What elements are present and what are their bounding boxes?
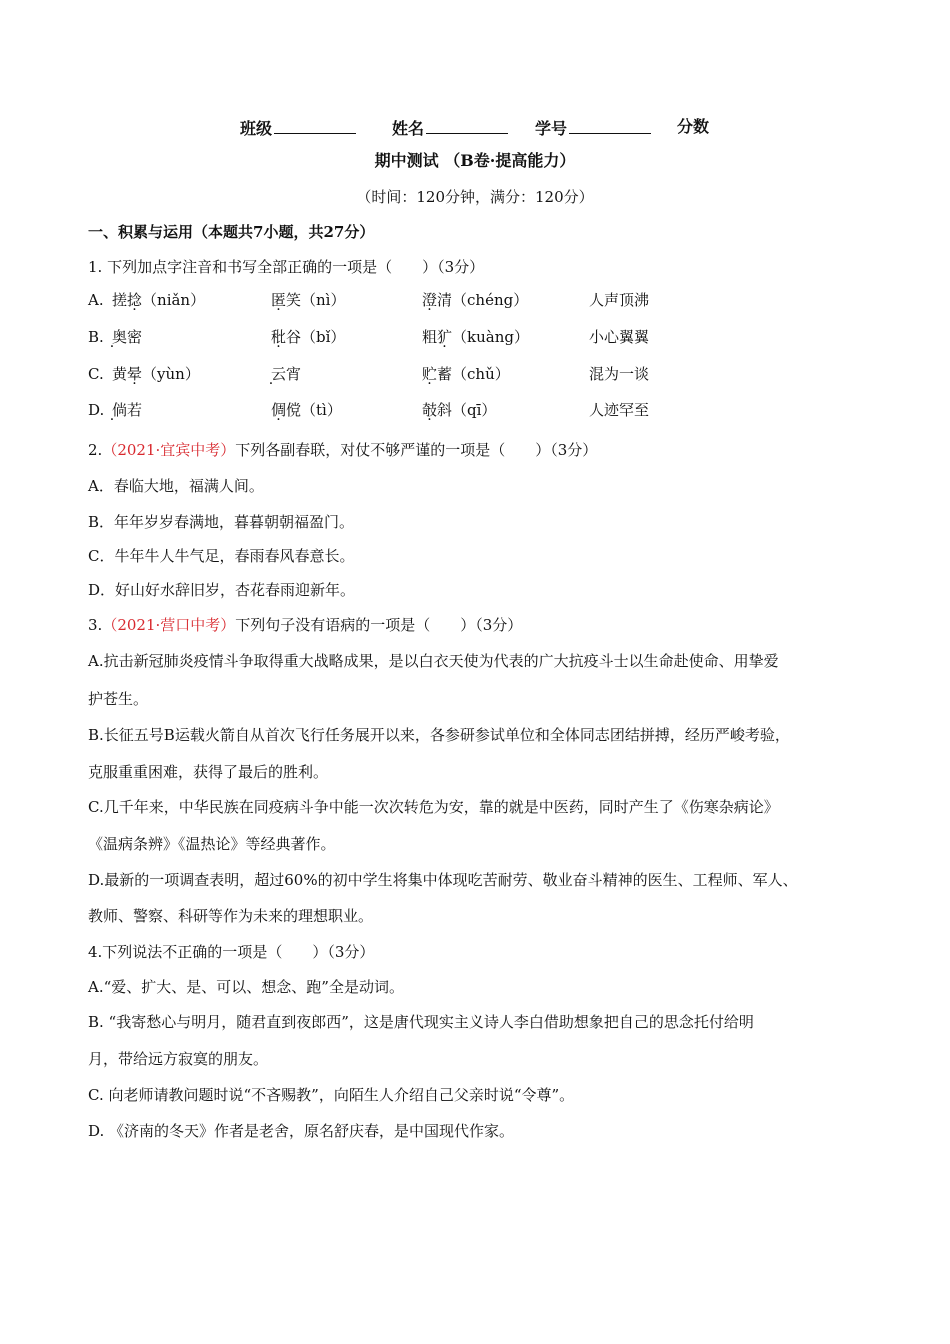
exam-title: 期中测试 （B卷·提高能力） [374, 151, 576, 170]
q3-source: （2021·营口中考） [102, 616, 236, 634]
q3-option-b-line1: B.长征五号B运载火箭自从首次飞行任务展开以来，各参研参试单位和全体同志团结拼搏，经历严峻考验， [88, 726, 790, 744]
option-cell: 匿笑（nì） [271, 291, 346, 309]
option-cell: 小心翼翼 [589, 328, 650, 346]
q2-option-b: B．年年岁岁春满地，暮暮朝朝福盈门。 [88, 513, 355, 531]
q4-option-a: A.“爱、扩大、是、可以、想念、跑”全是动词。 [88, 978, 404, 996]
exam-subtitle: （时间：120分钟，满分：120分） [356, 188, 594, 206]
option-cell: 倜傥（tì） [271, 401, 342, 419]
name-field [392, 117, 508, 139]
class-blank [274, 117, 356, 134]
option-cell: 混为一谈 [589, 365, 650, 383]
option-letter: D. [88, 401, 105, 419]
id-label: 学号 [535, 119, 568, 138]
option-cell: 澄清（chéng） [422, 291, 529, 309]
q1-stem: 1. 下列加点字注音和书写全部正确的一项是（ ）（3分） [88, 258, 485, 276]
name-blank [426, 117, 508, 134]
q3-option-d-line1: D.最新的一项调查表明，超过60%的初中学生将集中体现吃苦耐劳、敬业奋斗精神的医生、工程师、军人、 [88, 871, 798, 889]
option-cell: 云宵 [271, 365, 302, 383]
q4-option-b-line2: 月，带给远方寂寞的朋友。 [88, 1050, 269, 1068]
q3-stem: 3.（2021·营口中考）下列句子没有语病的一项是（ ）（3分） [88, 616, 523, 634]
option-letter: B. [88, 328, 104, 346]
q2-option-d: D．好山好水辞旧岁，杏花春雨迎新年。 [88, 581, 356, 599]
option-cell: 人声顶沸 [589, 291, 650, 309]
q3-option-b-line2: 克服重重困难，获得了最后的胜利。 [88, 763, 329, 781]
q2-stem: 2.（2021·宜宾中考）下列各副春联，对仗不够严谨的一项是（ ）（3分） [88, 441, 598, 459]
q3-option-a-line1: A.抗击新冠肺炎疫情斗争取得重大战略成果，是以白衣天使为代表的广大抗疫斗士以生命赴使命、用挚爱 [88, 652, 779, 670]
id-field [535, 117, 651, 139]
option-cell: 秕谷（bǐ） [271, 328, 346, 346]
q3-option-c-line1: C.几千年来，中华民族在同疫病斗争中能一次次转危为安，靠的就是中医药，同时产生了《伤寒杂病论》 [88, 798, 779, 816]
class-field [240, 117, 356, 139]
option-cell: 奥密 [112, 328, 143, 346]
section-title: 一、积累与运用（本题共7小题，共27分） [88, 223, 375, 241]
option-letter: C. [88, 365, 104, 383]
q2-option-a: A．春临大地，福满人间。 [88, 477, 264, 495]
option-cell: 黄晕（yùn） [112, 365, 200, 383]
q4-option-d: D. 《济南的冬天》作者是老舍，原名舒庆春，是中国现代作家。 [88, 1122, 515, 1140]
q4-stem: 4.下列说法不正确的一项是（ ）（3分） [88, 943, 375, 961]
option-cell: 贮蓄（chǔ） [422, 365, 510, 383]
option-cell: 攲斜（qī） [422, 401, 497, 419]
option-cell: 倘若 [112, 401, 143, 419]
q2-option-c: C．牛年牛人牛气足，春雨春风春意长。 [88, 547, 355, 565]
q2-source: （2021·宜宾中考） [102, 441, 236, 459]
q3-option-d-line2: 教师、警察、科研等作为未来的理想职业。 [88, 907, 374, 925]
score-label: 分数 [677, 117, 710, 136]
option-cell: 粗犷（kuàng） [422, 328, 529, 346]
q4-option-c: C. 向老师请教问题时说“不吝赐教”，向陌生人介绍自己父亲时说“令尊”。 [88, 1086, 575, 1104]
id-blank [569, 117, 651, 134]
option-letter: A. [88, 291, 104, 309]
q4-option-b-line1: B. “我寄愁心与明月，随君直到夜郎西”，这是唐代现实主义诗人李白借助想象把自己的思念托付给明 [88, 1013, 754, 1031]
name-label: 姓名 [392, 119, 425, 138]
option-cell: 人迹罕至 [589, 401, 650, 419]
class-label: 班级 [240, 119, 273, 138]
q3-option-c-line2: 《温病条辨》《温热论》等经典著作。 [88, 835, 336, 853]
option-cell: 搓捻（niǎn） [112, 291, 206, 309]
q3-option-a-line2: 护苍生。 [88, 690, 149, 708]
